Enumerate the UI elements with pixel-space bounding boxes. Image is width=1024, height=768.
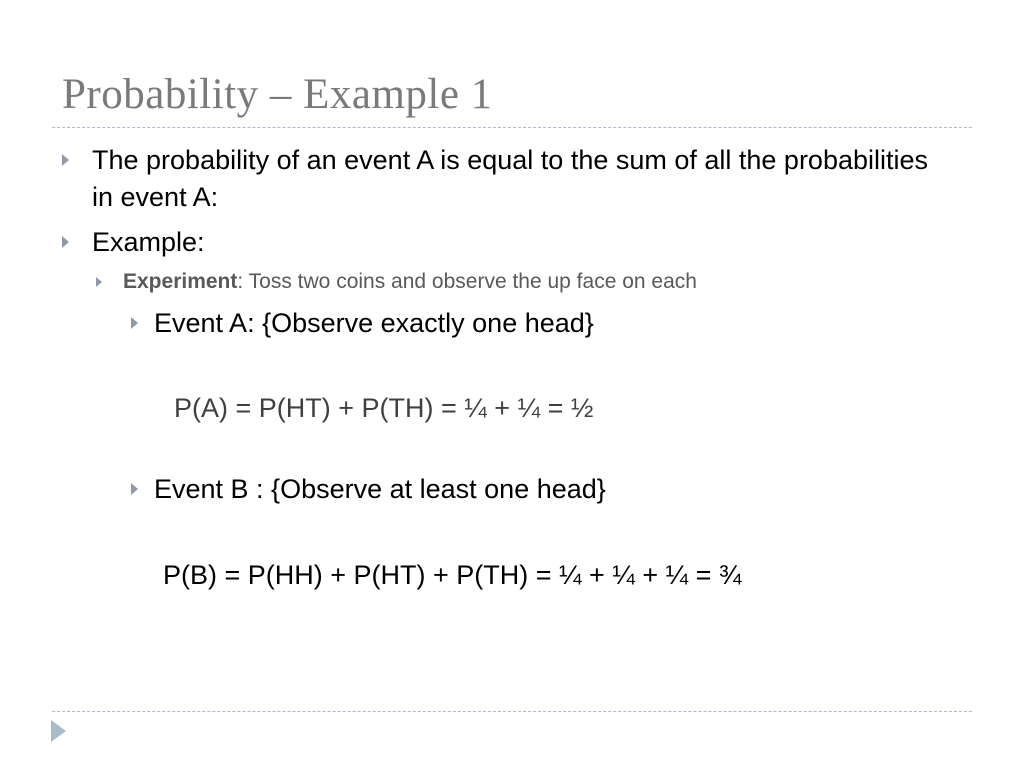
event-a-formula: P(A) = P(HT) + P(TH) = ¼ + ¼ = ½ xyxy=(174,393,594,423)
title-divider xyxy=(52,127,972,128)
bullet-text: The probability of an event A is equal to the sum of all the probabilities in event A: xyxy=(92,145,929,212)
bullet-event-b xyxy=(131,472,606,506)
experiment-label: Experiment xyxy=(123,270,238,293)
bullet-event-a xyxy=(131,306,594,340)
bullet-definition xyxy=(62,142,952,216)
bullet-text: Example: xyxy=(92,227,205,257)
bullet-triangle-icon xyxy=(131,483,138,495)
slide-title: Probability – Example 1 xyxy=(62,71,493,118)
experiment-description: : Toss two coins and observe the up face on each xyxy=(237,270,697,293)
footer-divider xyxy=(52,711,972,712)
event-b-text: Event B : {Observe at least one head} xyxy=(154,474,606,504)
bullet-triangle-icon xyxy=(131,317,138,329)
bullet-triangle-icon xyxy=(96,277,102,287)
bullet-triangle-icon xyxy=(62,236,69,248)
event-b-formula: P(B) = P(HH) + P(HT) + P(TH) = ¼ + ¼ + ¼ = ¾ xyxy=(163,560,742,590)
bullet-experiment xyxy=(96,268,697,296)
bullet-example xyxy=(62,224,952,261)
event-a-text: Event A: {Observe exactly one head} xyxy=(154,308,594,338)
experiment-text xyxy=(123,268,697,296)
bullet-triangle-icon xyxy=(62,154,69,166)
next-slide-icon[interactable] xyxy=(51,720,66,742)
